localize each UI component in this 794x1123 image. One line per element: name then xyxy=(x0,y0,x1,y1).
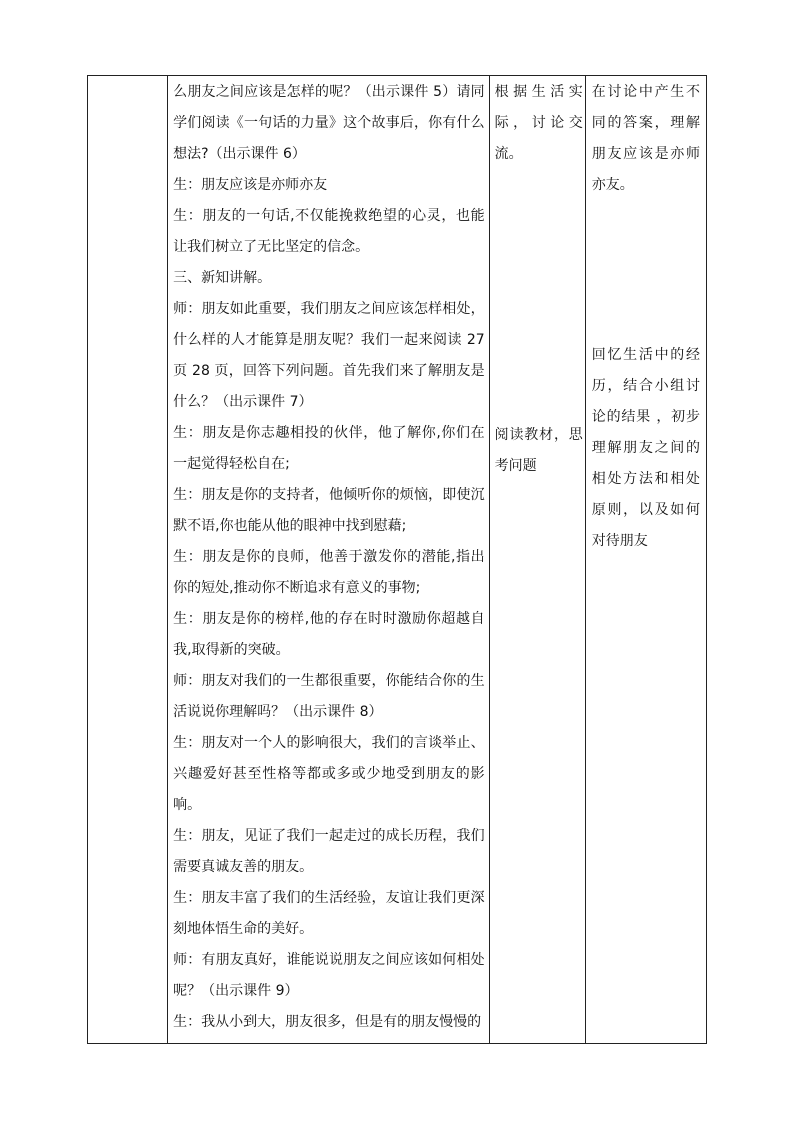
teaching-process-cell xyxy=(168,76,490,1044)
section-heading: 三、新知讲解。 xyxy=(173,270,272,286)
lesson-plan-table xyxy=(87,75,707,1044)
student-activity-note: 阅读教材，思考问题 xyxy=(494,427,583,474)
process-paragraph: 生：朋友的一句话,不仅能挽救绝望的心灵，也能让我们树立了无比坚定的信念。 xyxy=(173,208,485,255)
process-paragraph: 生：朋友丰富了我们的生活经验，友谊让我们更深刻地体悟生命的美好。 xyxy=(173,890,485,937)
process-paragraph: 生：朋友对一个人的影响很大，我们的言谈举止、兴趣爱好甚至性格等都或多或少地受到朋友的影响。 xyxy=(173,735,485,813)
process-paragraph: 么朋友之间应该是怎样的呢？（出示课件 5）请同学们阅读《一句话的力量》这个故事后，你有什么想法?（出示课件 6） xyxy=(173,84,485,162)
process-paragraph: 师：朋友对我们的一生都很重要，你能结合你的生活说说你理解吗？（出示课件 8） xyxy=(173,673,485,720)
student-activity-note: 根据生活实际，讨论交流。 xyxy=(494,84,583,162)
design-intent-cell xyxy=(585,76,706,1044)
process-paragraph: 生：朋友是你的支持者，他倾听你的烦恼，即使沉默不语,你也能从他的眼神中找到慰藉; xyxy=(173,487,485,534)
cell-spacer xyxy=(495,170,583,420)
stage-cell xyxy=(88,76,168,1044)
process-paragraph: 生：朋友应该是亦师亦友 xyxy=(173,177,328,193)
process-paragraph: 生：朋友是你的榜样,他的存在时时激励你超越自我,取得新的突破。 xyxy=(173,611,485,658)
student-activity-cell xyxy=(489,76,585,1044)
design-intent-note: 回忆生活中的经历，结合小组讨论的结果 ，初步理解朋友之间的相处方法和相处原则，以及如何对待朋友 xyxy=(591,347,700,549)
cell-spacer xyxy=(592,201,700,340)
process-paragraph: 师：有朋友真好，谁能说说朋友之间应该如何相处呢？（出示课件 9） xyxy=(173,952,485,999)
table-row xyxy=(88,76,707,1044)
process-paragraph: 生：朋友，见证了我们一起走过的成长历程，我们需要真诚友善的朋友。 xyxy=(173,828,485,875)
process-paragraph: 生：朋友是你志趣相投的伙伴，他了解你,你们在一起觉得轻松自在; xyxy=(173,425,485,472)
process-paragraph: 师：朋友如此重要，我们朋友之间应该怎样相处，什么样的人才能算是朋友呢？我们一起来阅读 27 页 28 页，回答下列问题。首先我们来了解朋友是什么？（出示课件 7） xyxy=(173,301,485,410)
process-paragraph: 生：朋友是你的良师，他善于激发你的潜能,指出你的短处,推动你不断追求有意义的事物; xyxy=(173,549,485,596)
process-paragraph: 生：我从小到大，朋友很多，但是有的朋友慢慢的 xyxy=(173,1014,482,1030)
design-intent-note: 在讨论中产生不同的答案，理解朋友应该是亦师亦友。 xyxy=(591,84,700,193)
